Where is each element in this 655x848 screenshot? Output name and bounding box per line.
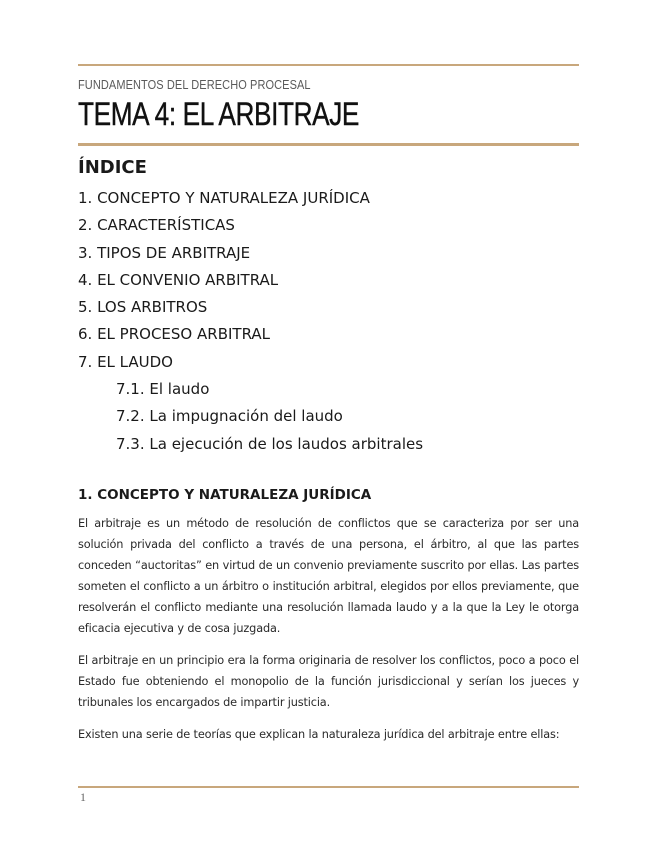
header-top-rule — [78, 64, 579, 66]
page-title: TEMA 4: EL ARBITRAJE — [78, 96, 360, 132]
index-item: 7. EL LAUDO — [78, 352, 173, 371]
index-subitem: 7.1. El laudo — [116, 380, 210, 399]
index-subitem: 7.3. La ejecución de los laudos arbitrales — [116, 434, 424, 453]
index-list — [78, 188, 423, 461]
index-item: 6. EL PROCESO ARBITRAL — [78, 325, 270, 344]
index-heading: ÍNDICE — [78, 157, 147, 178]
body-paragraph: Existen una serie de teorías que explican la naturaleza jurídica del arbitraje entre ellas: — [78, 728, 560, 741]
body-paragraph: El arbitraje es un método de resolución de conflictos que se caracteriza por ser una solución privada del conflicto a través de una persona, el árbitro, al que las partes conceden “auctoritas” en virtud de un convenio previamente suscrito por ellas. Las partes someten el conflicto a un árbitro o institución arbitral, elegidos por ellos previamente, que resolverán el conflicto mediante una resolución llamada laudo y a la que la Ley le otorga eficacia ejecutiva y de cosa juzgada. — [78, 517, 579, 635]
index-item: 1. CONCEPTO Y NATURALEZA JURÍDICA — [78, 189, 370, 207]
index-item: 4. EL CONVENIO ARBITRAL — [78, 270, 279, 289]
index-item: 2. CARACTERÍSTICAS — [78, 216, 235, 235]
page-number: 1 — [80, 790, 86, 804]
body-paragraph: El arbitraje en un principio era la forma originaria de resolver los conflictos, poco a poco el Estado fue obteniendo el monopolio de la función jurisdiccional y serían los jueces y tribunales los encargados de impartir justicia. — [78, 654, 579, 709]
course-subject: FUNDAMENTOS DEL DERECHO PROCESAL — [78, 78, 311, 92]
index-subitem: 7.2. La impugnación del laudo — [116, 407, 343, 426]
header-bottom-rule — [78, 143, 579, 146]
index-item: 5. LOS ARBITROS — [78, 298, 208, 317]
index-item: 3. TIPOS DE ARBITRAJE — [78, 243, 251, 262]
section-heading: 1. CONCEPTO Y NATURALEZA JURÍDICA — [78, 487, 372, 503]
footer-rule — [78, 786, 579, 788]
document-page — [78, 0, 579, 848]
